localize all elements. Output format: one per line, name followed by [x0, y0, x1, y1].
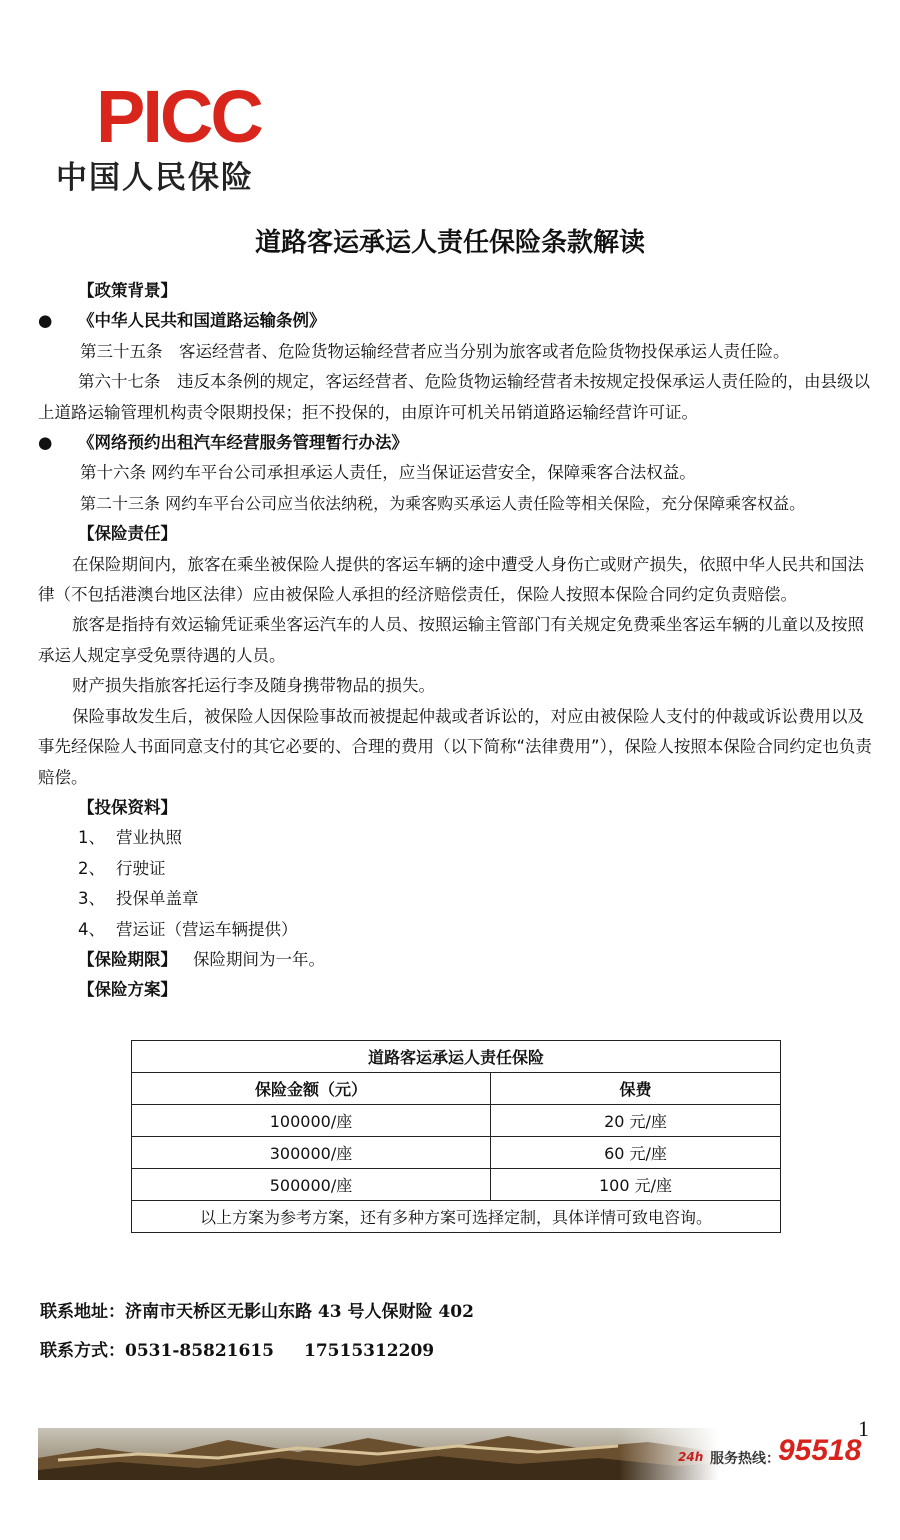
cell-amount: 300000/座	[132, 1137, 491, 1169]
phone-number: 0531-85821615	[125, 1341, 274, 1361]
list-text: 营业执照	[116, 828, 182, 848]
list-text: 营运证（营运车辆提供）	[116, 919, 298, 939]
list-item	[38, 884, 876, 914]
table-header-row	[132, 1073, 781, 1105]
list-number: 4、	[78, 919, 105, 939]
page-number: 1	[858, 1416, 869, 1441]
list-number: 1、	[78, 828, 105, 848]
contact-address	[40, 1300, 474, 1324]
phone-number: 17515312209	[304, 1341, 435, 1361]
address-label: 联系地址：	[40, 1302, 125, 1322]
cell-premium: 20 元/座	[491, 1105, 781, 1137]
list-number: 3、	[78, 889, 105, 909]
logo-mark: PICC	[96, 75, 261, 158]
liability-paragraph: 旅客是指持有效运输凭证乘坐客运汽车的人员、按照运输主管部门有关规定免费乘坐客运车辆的儿童以及按照承运人规定享受免票待遇的人员。	[38, 615, 864, 665]
list-item	[38, 823, 876, 853]
liability-paragraph: 保险事故发生后，被保险人因保险事故而被提起仲裁或者诉讼的，对应由被保险人支付的仲裁或诉讼费用以及事先经保险人书面同意支付的其它必要的、合理的费用（以下简称“法律费用”），保险人按照本保险合同约定也负责赔偿。	[38, 706, 872, 787]
footer-banner	[38, 1418, 868, 1480]
cell-amount: 100000/座	[132, 1105, 491, 1137]
document-body	[38, 276, 876, 1006]
table-row	[132, 1105, 781, 1137]
list-text: 行驶证	[116, 858, 166, 878]
section-heading-materials: 【投保资料】	[78, 797, 177, 817]
regulation-article: 第六十七条 违反本条例的规定，客运经营者、危险货物运输经营者未按规定投保承运人责任险的，由县级以上道路运输管理机构责令限期投保；拒不投保的，由原许可机关吊销道路运输经营许可证。	[38, 372, 870, 422]
cell-premium: 60 元/座	[491, 1137, 781, 1169]
phone-label: 联系方式：	[40, 1341, 125, 1361]
list-text: 投保单盖章	[116, 889, 199, 909]
table-note-row	[132, 1201, 781, 1233]
logo-company-name: 中国人民保险	[56, 160, 254, 196]
cell-premium: 100 元/座	[491, 1169, 781, 1201]
address-value: 济南市天桥区无影山东路 43 号人保财险 402	[125, 1302, 474, 1322]
bullet-icon: ●	[38, 433, 53, 453]
insurance-period	[38, 945, 876, 975]
picc-logo	[56, 75, 306, 200]
regulation-article: 第三十五条 客运经营者、危险货物运输经营者应当分别为旅客或者危险货物投保承运人责任险。	[80, 341, 790, 361]
table-title: 道路客运承运人责任保险	[132, 1041, 781, 1073]
cell-amount: 500000/座	[132, 1169, 491, 1201]
table-note: 以上方案为参考方案，还有多种方案可选择定制，具体详情可致电咨询。	[132, 1201, 781, 1233]
liability-paragraph: 财产损失指旅客托运行李及随身携带物品的损失。	[72, 676, 435, 696]
column-header-amount: 保险金额（元）	[132, 1073, 491, 1105]
hotline-label: 服务热线：	[710, 1451, 780, 1467]
regulation-article: 第二十三条 网约车平台公司应当依法纳税，为乘客购买承运人责任险等相关保险，充分保障乘客权益。	[80, 493, 806, 513]
liability-paragraph: 在保险期间内，旅客在乘坐被保险人提供的客运车辆的途中遭受人身伤亡或财产损失，依照中华人民共和国法律（不包括港澳台地区法律）应由被保险人承担的经济赔偿责任，保险人按照本保险合同约定负责赔偿。	[38, 554, 864, 605]
section-heading-period: 【保险期限】	[78, 949, 177, 969]
regulation-article: 第十六条 网约车平台公司承担承运人责任，应当保证运营安全，保障乘客合法权益。	[80, 463, 696, 483]
24h-badge: 24h	[678, 1450, 704, 1464]
regulation-name: 《网络预约出租汽车经营服务管理暂行办法》	[78, 433, 408, 453]
list-item	[38, 915, 876, 945]
table-row	[132, 1137, 781, 1169]
column-header-premium: 保费	[491, 1073, 781, 1105]
list-number: 2、	[78, 858, 105, 878]
bullet-icon: ●	[38, 311, 53, 331]
table-row	[132, 1169, 781, 1201]
section-heading-policy: 【政策背景】	[78, 281, 177, 300]
contact-phone	[40, 1339, 434, 1363]
regulation-title	[38, 306, 876, 336]
regulation-name: 《中华人民共和国道路运输条例》	[78, 311, 326, 331]
section-heading-plan: 【保险方案】	[78, 980, 177, 1000]
table-title-row	[132, 1041, 781, 1073]
section-heading-liability: 【保险责任】	[78, 524, 177, 544]
hotline-number: 95518	[778, 1434, 862, 1467]
list-item	[38, 854, 876, 884]
document-title: 道路客运承运人责任保险条款解读	[254, 228, 645, 258]
period-text: 保险期间为一年。	[193, 949, 325, 969]
hotline	[670, 1428, 870, 1474]
regulation-title	[38, 428, 876, 458]
plan-table	[131, 1040, 781, 1233]
